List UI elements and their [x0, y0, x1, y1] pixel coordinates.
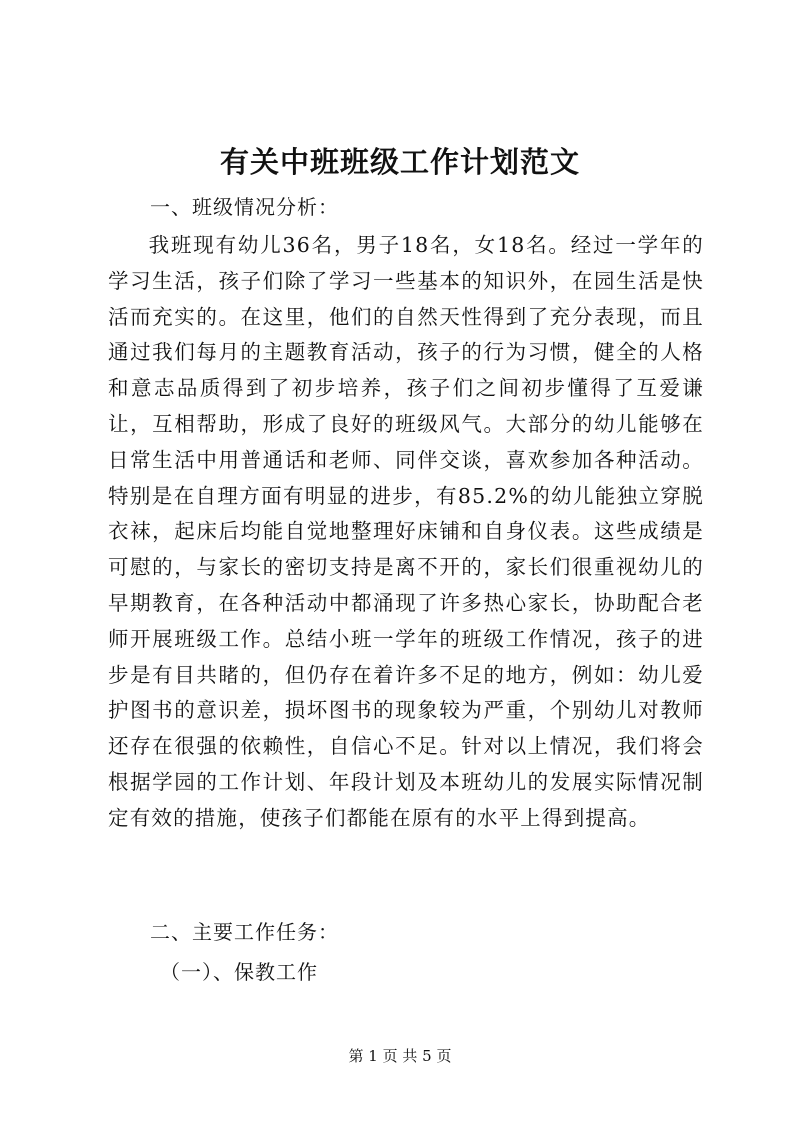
paragraph-text: 我班现有幼儿36名，男子18名，女18名。经过一学年的学习生活，孩子们除了学习一些基本的知识外，在园生活是快活而充实的。在这里，他们的自然天性得到了充分表现，而且通过我们每月的主题教育活动，孩子的行为习惯，健全的人格和意志品质得到了初步培养，孩子们之间初步懂得了互爱谦让，互相帮助，形成了良好的班级风气。大部分的幼儿能够在日常生活中用普通话和老师、同伴交谈，喜欢参加各种活动。特别是在自理方面有明显的进步，有85.2%的幼儿能独立穿脱衣袜，起床后均能自觉地整理好床铺和自身仪表。这些成绩是可慰的，与家长的密切支持是离不开的，家长们很重视幼儿的早期教育，在各种活动中都涌现了许多热心家长，协助配合老师开展班级工作。总结小班一学年的班级工作情况，孩子的进步是有目共睹的，但仍存在着许多不足的地方，例如：幼儿爱护图书的意识差，损坏图书的现象较为严重，个别幼儿对教师还存在很强的依赖性，自信心不足。针对以上情况，我们将会根据学园的工作计划、年段计划及本班幼儿的发展实际情况制定有效的措施，使孩子们都能在原有的水平上得到提高。 — [108, 233, 704, 830]
section-body-class-analysis — [108, 228, 704, 837]
section-heading-class-analysis: 一、班级情况分析： — [150, 195, 339, 219]
page-number-footer: 第 1 页 共 5 页 — [348, 1047, 452, 1065]
section-heading-main-tasks: 二、主要工作任务： — [150, 920, 339, 944]
subsection-heading-care-education: （一）、保教工作 — [160, 960, 318, 984]
document-title: 有关中班班级工作计划范文 — [219, 145, 580, 179]
